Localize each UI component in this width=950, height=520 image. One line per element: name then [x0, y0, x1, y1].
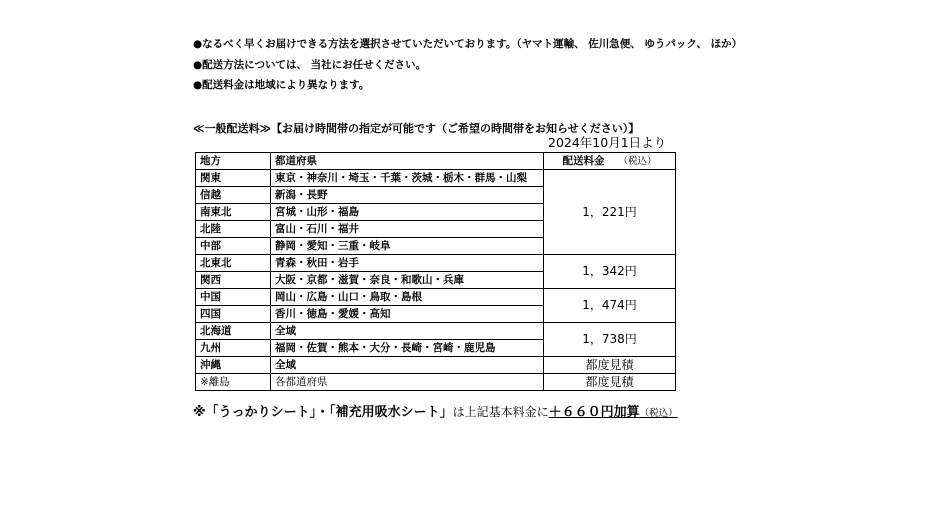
section-heading: ≪一般配送料≫【お届け時間帯の指定が可能です（ご希望の時間帯をお知らせください）】	[193, 122, 640, 135]
bullet-item: ●配送方法については、 当社にお任せください。	[193, 58, 427, 71]
prefecture-cell: 青森・秋田・岩手	[271, 255, 544, 272]
region-cell: 北陸	[196, 221, 271, 238]
prefecture-cell: 東京・神奈川・埼玉・千葉・茨城・栃木・群馬・山梨	[271, 170, 544, 187]
note-surcharge: ＋６６０円加算	[548, 405, 640, 420]
table-row	[196, 170, 676, 187]
region-cell: 南東北	[196, 204, 271, 221]
shipping-fee-table	[195, 152, 676, 391]
fee-cell: 1，474円	[544, 289, 676, 323]
region-cell: 中部	[196, 238, 271, 255]
region-cell: 北海道	[196, 323, 271, 340]
header-region: 地方	[196, 153, 271, 170]
fee-cell: 都度見積	[544, 374, 676, 391]
region-cell: 四国	[196, 306, 271, 323]
table-row	[196, 323, 676, 340]
note-items: ※「うっかりシート」・「補充用吸水シート」	[193, 405, 453, 420]
table-row	[196, 357, 676, 374]
header-prefecture: 都道府県	[271, 153, 544, 170]
fee-cell: 1，342円	[544, 255, 676, 289]
region-cell: 九州	[196, 340, 271, 357]
prefecture-cell: 全域	[271, 357, 544, 374]
prefecture-cell: 大阪・京都・滋賀・奈良・和歌山・兵庫	[271, 272, 544, 289]
bullet-list	[193, 34, 742, 96]
table-header-row	[196, 153, 676, 170]
bullet-item: ●なるべく早くお届けできる方法を選択させていただいております。（ヤマト運輸、 佐川急便、 ゆうパック、 ほか）	[193, 38, 743, 50]
fee-cell: 都度見積	[544, 357, 676, 374]
region-cell: ※離島	[196, 374, 271, 391]
header-tax-label: （税込）	[618, 155, 657, 167]
note-text: は上記基本料金に	[452, 405, 549, 419]
prefecture-cell: 香川・徳島・愛媛・高知	[271, 306, 544, 323]
header-fee	[544, 153, 676, 170]
region-cell: 関東	[196, 170, 271, 187]
effective-date: 2024年10月1日より	[548, 135, 667, 150]
region-cell: 沖縄	[196, 357, 271, 374]
prefecture-cell: 富山・石川・福井	[271, 221, 544, 238]
region-cell: 信越	[196, 187, 271, 204]
fee-cell: 1，738円	[544, 323, 676, 357]
table-row	[196, 374, 676, 391]
region-cell: 中国	[196, 289, 271, 306]
prefecture-cell: 各都道府県	[271, 374, 544, 391]
header-fee-label: 配送料金	[562, 154, 605, 167]
fee-cell: 1，221円	[544, 170, 676, 255]
table-row	[196, 289, 676, 306]
prefecture-cell: 岡山・広島・山口・鳥取・島根	[271, 289, 544, 306]
region-cell: 関西	[196, 272, 271, 289]
prefecture-cell: 静岡・愛知・三重・岐阜	[271, 238, 544, 255]
table-row	[196, 255, 676, 272]
prefecture-cell: 福岡・佐賀・熊本・大分・長崎・宮崎・鹿児島	[271, 340, 544, 357]
prefecture-cell: 全域	[271, 323, 544, 340]
prefecture-cell: 新潟・長野	[271, 187, 544, 204]
prefecture-cell: 宮城・山形・福島	[271, 204, 544, 221]
bullet-item: ●配送料金は地域により異なります。	[193, 79, 370, 91]
surcharge-note	[193, 401, 678, 420]
note-tax: （税込）	[639, 408, 678, 419]
region-cell: 北東北	[196, 255, 271, 272]
